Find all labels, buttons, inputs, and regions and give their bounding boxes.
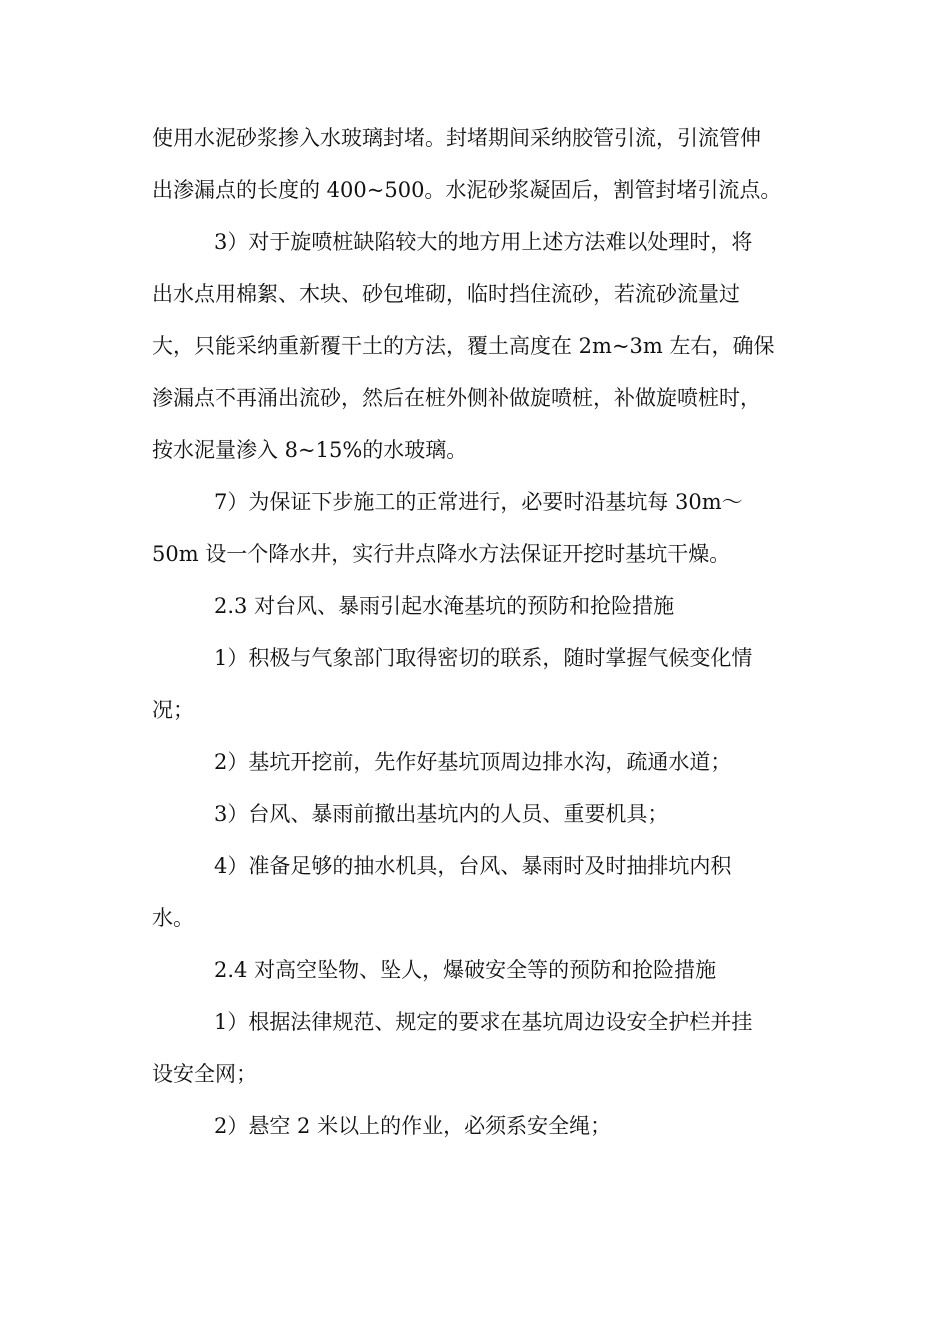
- text-line: 况；: [152, 698, 194, 722]
- text-line: 7）为保证下步施工的正常进行，必要时沿基坑每 30m～: [214, 490, 743, 514]
- section-heading: 2.3 对台风、暴雨引起水淹基坑的预防和抢险措施: [214, 594, 675, 618]
- text-line: 2）基坑开挖前，先作好基坑顶周边排水沟，疏通水道；: [214, 750, 732, 774]
- text-line: 大，只能采纳重新覆干土的方法，覆土高度在 2m~3m 左右，确保: [152, 334, 775, 358]
- text-line: 4）准备足够的抽水机具，台风、暴雨时及时抽排坑内积: [214, 854, 732, 878]
- text-line: 使用水泥砂浆掺入水玻璃封堵。封堵期间采纳胶管引流，引流管伸: [152, 126, 761, 150]
- text-line: 按水泥量渗入 8~15%的水玻璃。: [152, 438, 468, 462]
- text-line: 3）台风、暴雨前撤出基坑内的人员、重要机具；: [214, 802, 669, 826]
- text-line: 2）悬空 2 米以上的作业，必须系安全绳；: [214, 1114, 612, 1138]
- text-line: 1）积极与气象部门取得密切的联系，随时掌握气候变化情: [214, 646, 753, 670]
- text-line: 水。: [152, 906, 194, 930]
- text-line: 出渗漏点的长度的 400~500。水泥砂浆凝固后，割管封堵引流点。: [152, 178, 782, 202]
- text-line: 3）对于旋喷桩缺陷较大的地方用上述方法难以处理时，将: [214, 230, 753, 254]
- body-text: [152, 112, 802, 1152]
- text-line: 设安全网；: [152, 1062, 257, 1086]
- text-line: 1）根据法律规范、规定的要求在基坑周边设安全护栏并挂: [214, 1010, 753, 1034]
- section-heading: 2.4 对高空坠物、坠人，爆破安全等的预防和抢险措施: [214, 958, 717, 982]
- text-line: 出水点用棉絮、木块、砂包堆砌，临时挡住流砂，若流砂流量过: [152, 282, 740, 306]
- text-line: 50m 设一个降水井，实行井点降水方法保证开挖时基坑干燥。: [152, 542, 731, 566]
- text-line: 渗漏点不再涌出流砂，然后在桩外侧补做旋喷桩，补做旋喷桩时，: [152, 386, 761, 410]
